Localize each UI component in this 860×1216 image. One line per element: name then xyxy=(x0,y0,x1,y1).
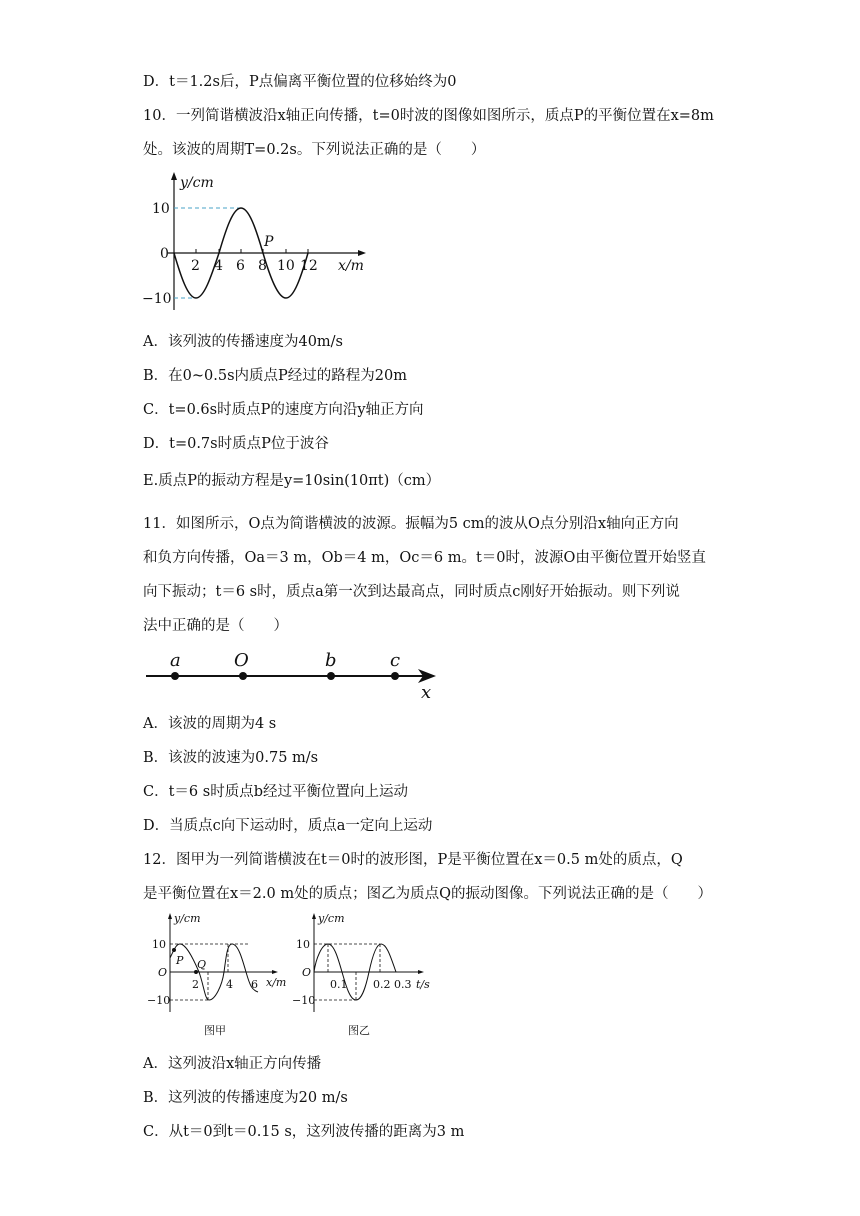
q11-label-c: c xyxy=(390,650,401,671)
q11-dot-c xyxy=(391,672,399,680)
q10-option-a: A．该列波的传播速度为40m/s xyxy=(143,334,343,350)
q12a-xtick-4: 4 xyxy=(226,978,233,991)
q11-option-c: C．t＝6 s时质点b经过平衡位置向上运动 xyxy=(143,784,408,800)
q12-option-c: C．从t＝0到t＝0.15 s，这列波传播的距离为3 m xyxy=(143,1124,465,1140)
q10-xtick-2: 2 xyxy=(191,258,200,274)
q11-label-x: x xyxy=(421,682,432,703)
q10-ytick-0: 0 xyxy=(160,246,169,262)
q12a-origin: O xyxy=(158,966,168,979)
q12-stem-1: 12．图甲为一列简谐横波在t＝0时的波形图，P是平衡位置在x＝0.5 m处的质点，Q xyxy=(143,852,683,868)
q10-xtick-4: 4 xyxy=(214,258,223,274)
q11-label-b: b xyxy=(325,650,337,671)
q12-option-b: B．这列波的传播速度为20 m/s xyxy=(143,1090,348,1106)
q10-xtick-12: 12 xyxy=(300,258,318,274)
q12a-ylabel: y/cm xyxy=(174,912,201,925)
q11-option-a: A．该波的周期为4 s xyxy=(143,716,277,732)
q11-label-o: O xyxy=(234,650,249,671)
q10-stem-1: 10．一列简谐横波沿x轴正向传播，t=0时波的图像如图所示，质点P的平衡位置在x=8m xyxy=(143,108,714,124)
q12b-origin: O xyxy=(302,966,312,979)
q11-axis-figure xyxy=(140,648,440,704)
q12b-caption: 图乙 xyxy=(348,1024,370,1037)
q12a-label-q: Q xyxy=(197,958,207,971)
q12a-xtick-2: 2 xyxy=(192,978,199,991)
q12b-ytick-10: 10 xyxy=(296,938,310,951)
q10-option-e: E.质点P的振动方程是y=10sin(10πt)（cm） xyxy=(143,473,441,489)
q12a-ytick-10: 10 xyxy=(152,938,166,951)
q12b-ylabel: y/cm xyxy=(318,912,345,925)
q11-dot-a xyxy=(171,672,179,680)
q10-point-p: P xyxy=(264,234,274,250)
q11-dot-o xyxy=(239,672,247,680)
q12b-xtick-03: 0.3 xyxy=(394,978,412,991)
q12b-ytick-neg10: −10 xyxy=(292,994,316,1007)
q12a-ytick-neg10: −10 xyxy=(147,994,171,1007)
q12a-xtick-6: 6 xyxy=(251,978,258,991)
q12-stem-2: 是平衡位置在x＝2.0 m处的质点；图乙为质点Q的振动图像。下列说法正确的是（ ） xyxy=(143,886,712,902)
q10-ytick-10: 10 xyxy=(152,201,170,217)
q11-label-a: a xyxy=(170,650,181,671)
q10-option-c: C．t=0.6s时质点P的速度方向沿y轴正方向 xyxy=(143,402,424,418)
q10-ytick-neg10: −10 xyxy=(142,291,172,307)
q11-option-d: D．当质点c向下运动时，质点a一定向上运动 xyxy=(143,818,433,834)
q12-figure-yi xyxy=(292,912,442,1040)
q11-stem-4: 法中正确的是（ ） xyxy=(143,618,288,634)
q12b-xlabel: t/s xyxy=(416,978,430,991)
q12a-caption: 图甲 xyxy=(204,1024,226,1037)
q11-option-b: B．该波的波速为0.75 m/s xyxy=(143,750,319,766)
q12a-xlabel: x/m xyxy=(266,976,287,989)
q12b-xtick-02: 0.2 xyxy=(373,978,391,991)
q10-option-b: B．在0~0.5s内质点P经过的路程为20m xyxy=(143,368,407,384)
q10-xtick-6: 6 xyxy=(236,258,245,274)
q10-stem-2: 处。该波的周期T=0.2s。下列说法正确的是（ ） xyxy=(143,142,486,158)
q12-figure-jia xyxy=(146,912,286,1040)
q11-stem-2: 和负方向传播，Oa＝3 m，Ob＝4 m，Oc＝6 m。t＝0时，波源O由平衡位置开始竖直 xyxy=(143,550,706,566)
q10-xtick-10: 10 xyxy=(277,258,295,274)
q11-stem-1: 11．如图所示，O点为简谐横波的波源。振幅为5 cm的波从O点分别沿x轴向正方向 xyxy=(143,516,679,532)
q12a-label-p: P xyxy=(176,954,184,967)
q12-option-a: A．这列波沿x轴正方向传播 xyxy=(143,1056,322,1072)
q10-option-d: D．t=0.7s时质点P位于波谷 xyxy=(143,436,329,452)
q10-wave-figure xyxy=(140,170,380,320)
q11-dot-b xyxy=(327,672,335,680)
q10-ylabel: y/cm xyxy=(180,175,214,191)
q11-stem-3: 向下振动；t＝6 s时，质点a第一次到达最高点，同时质点c刚好开始振动。则下列说 xyxy=(143,584,680,600)
q12b-xtick-01: 0.1 xyxy=(330,978,348,991)
line-9d: D．t＝1.2s后，P点偏离平衡位置的位移始终为0 xyxy=(143,74,457,90)
q10-xlabel: x/m xyxy=(338,258,364,274)
q10-xtick-8: 8 xyxy=(258,258,267,274)
q12-dot-p xyxy=(172,948,176,952)
